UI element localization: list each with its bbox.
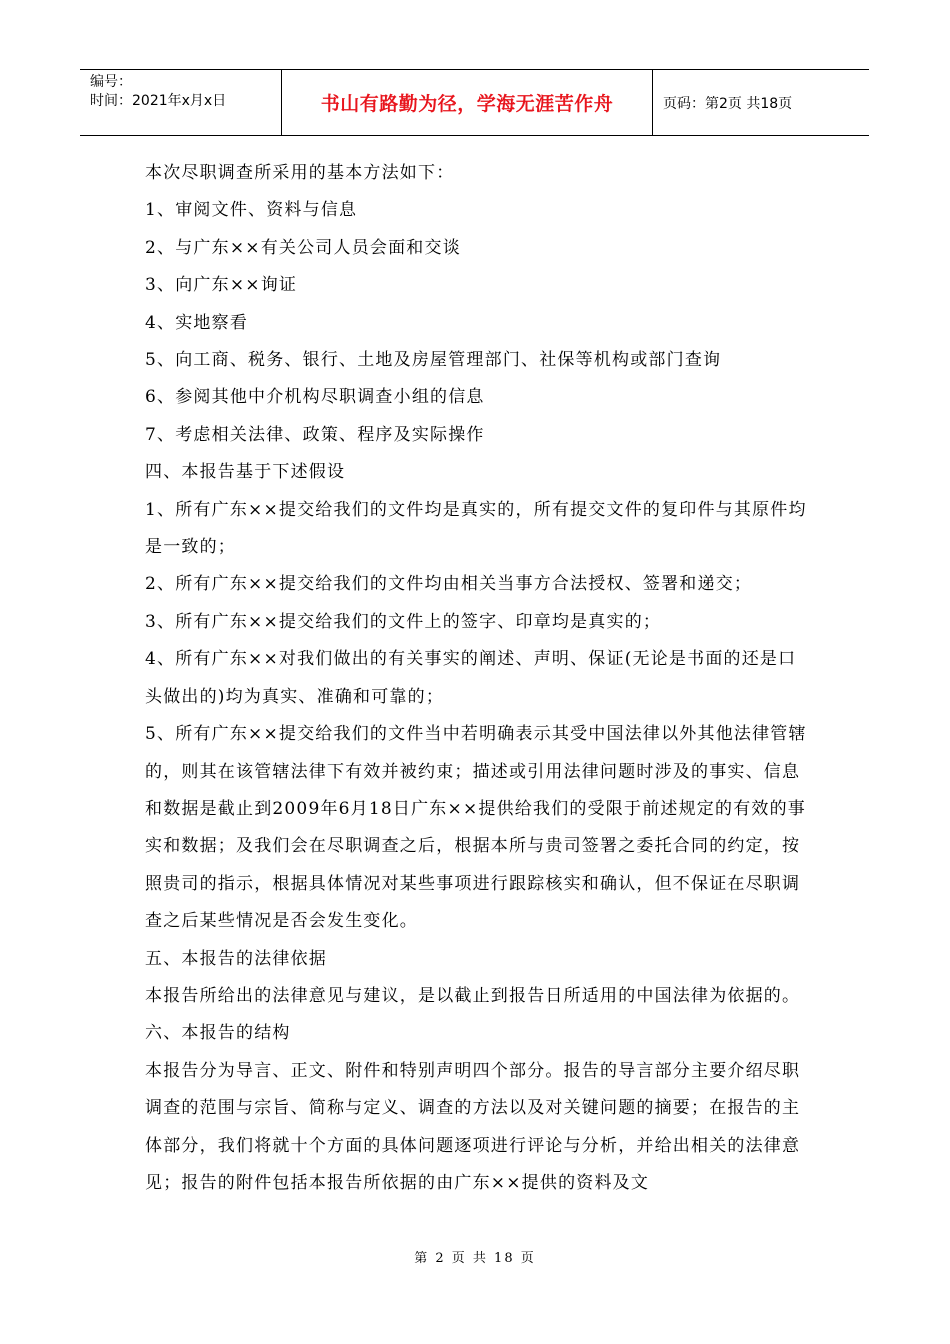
header-motto: 书山有路勤为径，学海无涯苦作舟 xyxy=(281,70,653,135)
paragraph: 2、与广东××有关公司人员会面和交谈 xyxy=(145,237,461,258)
paragraph: 3、向广东××询证 xyxy=(145,275,298,296)
page-header xyxy=(80,69,869,136)
page-footer: 第 2 页 共 18 页 xyxy=(414,1251,536,1266)
section-heading: 六、本报告的结构 xyxy=(145,1023,291,1044)
paragraph: 本报告分为导言、正文、附件和特别声明四个部分。报告的导言部分主要介绍尽职调查的范围与宗旨、简称与定义、调查的方法以及对关键问题的摘要；在报告的主体部分，我们将就十个方面的具体问题逐项进行评论与分析，并给出相关的法律意见；报告的附件包括本报告所依据的由广东××提供的资料及文 xyxy=(145,1060,801,1193)
paragraph: 1、所有广东××提交给我们的文件均是真实的，所有提交文件的复印件与其原件均是一致的； xyxy=(145,499,807,558)
paragraph: 4、实地察看 xyxy=(145,312,249,333)
paragraph: 4、所有广东××对我们做出的有关事实的阐述、声明、保证(无论是书面的还是口头做出的)均为真实、准确和可靠的； xyxy=(145,649,797,707)
paragraph: 本次尽职调查所采用的基本方法如下： xyxy=(145,163,455,183)
paragraph: 3、所有广东××提交给我们的文件上的签字、印章均是真实的； xyxy=(145,611,662,632)
paragraph: 本报告所给出的法律意见与建议，是以截止到报告日所适用的中国法律为依据的。 xyxy=(145,985,801,1006)
section-heading: 五、本报告的法律依据 xyxy=(145,948,327,969)
section-heading: 四、本报告基于下述假设 xyxy=(145,462,346,483)
header-page-info: 页码：第2页 共18页 xyxy=(663,95,793,112)
paragraph: 1、审阅文件、资料与信息 xyxy=(145,200,358,221)
document-number-label: 编号： xyxy=(90,74,132,90)
header-meta xyxy=(80,70,281,135)
paragraph: 7、考虑相关法律、政策、程序及实际操作 xyxy=(145,424,485,445)
paragraph: 2、所有广东××提交给我们的文件均由相关当事方合法授权、签署和递交； xyxy=(145,574,753,595)
paragraph: 5、向工商、税务、银行、土地及房屋管理部门、社保等机构或部门查询 xyxy=(145,350,722,371)
document-date: 时间：2021年x月x日 xyxy=(90,93,227,109)
paragraph: 6、参阅其他中介机构尽职调查小组的信息 xyxy=(145,387,485,408)
document-body xyxy=(145,155,807,1202)
paragraph: 5、所有广东××提交给我们的文件当中若明确表示其受中国法律以外其他法律管辖的，则其在该管辖法律下有效并被约束；描述或引用法律问题时涉及的事实、信息和数据是截止到2009年6月18日广东××提供给我们的受限于前述规定的有效的事实和数据；及我们会在尽职调查之后，根据本所与贵司签署之委托合同的约定，按照贵司的指示，根据具体情况对某些事项进行跟踪核实和确认，但不保证在尽职调查之后某些情况是否会发生变化。 xyxy=(145,724,807,932)
